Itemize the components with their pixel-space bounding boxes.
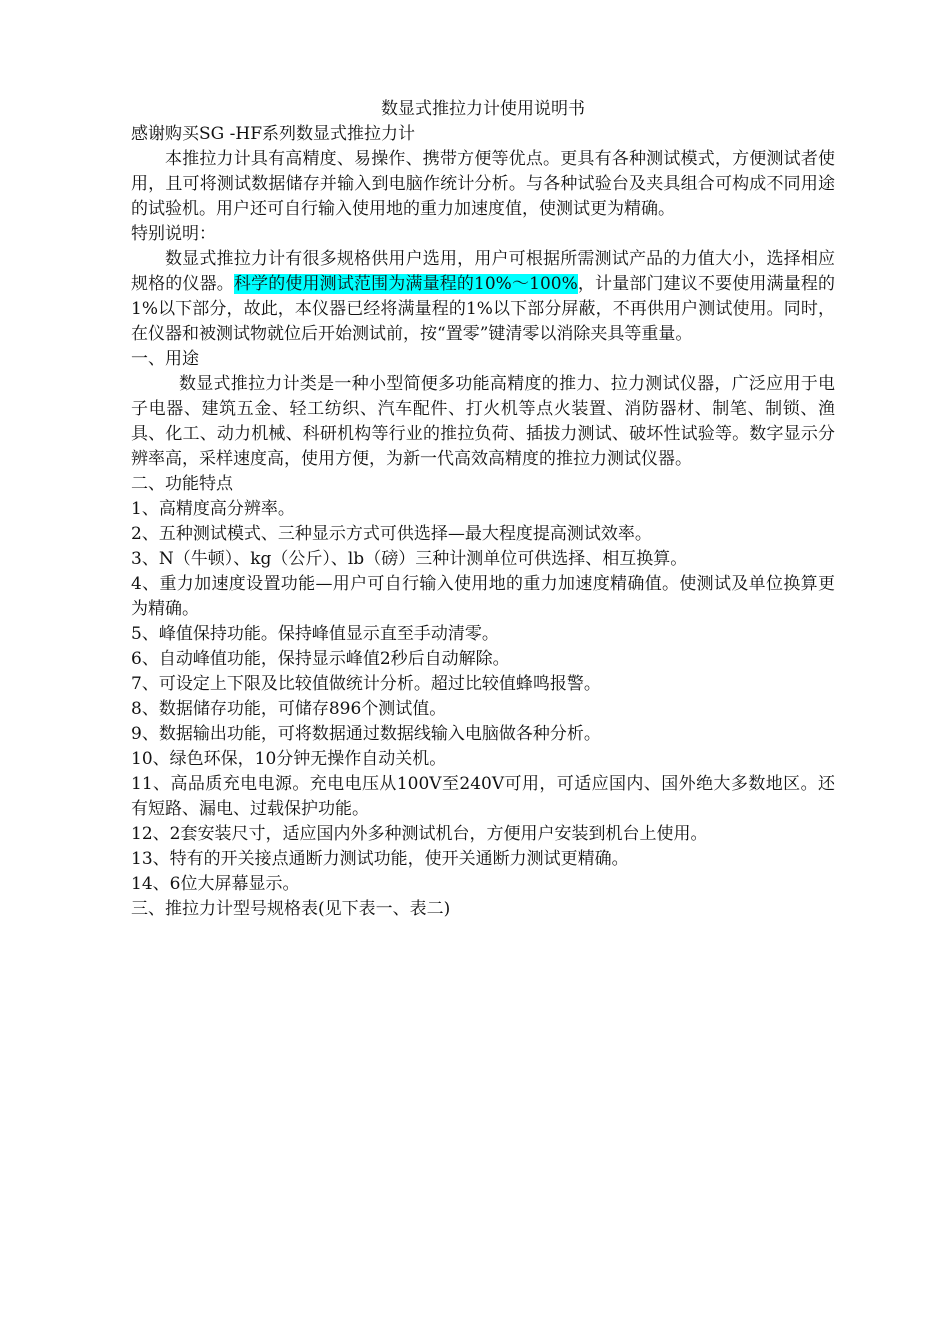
feature-item: 10、绿色环保，10分钟无操作自动关机。 xyxy=(131,749,447,769)
feature-item: 8、数据储存功能，可储存896个测试值。 xyxy=(131,699,447,719)
intro-paragraph: 本推拉力计具有高精度、易操作、携带方便等优点。更具有各种测试模式，方便测试者使用，且可将测试数据储存并输入到电脑作统计分析。与各种试验台及夹具组合可构成不同用途的试验机。用户还可自行输入使用地的重力加速度值，使测试更为精确。 xyxy=(131,149,835,219)
feature-item: 5、峰值保持功能。保持峰值显示直至手动清零。 xyxy=(131,624,499,644)
section1-body: 数显式推拉力计类是一种小型简便多功能高精度的推力、拉力测试仪器，广泛应用于电子电器、建筑五金、轻工纺织、汽车配件、打火机等点火装置、消防器材、制笔、制锁、渔具、化工、动力机械、科研机构等行业的推拉负荷、插拔力测试、破坏性试验等。数字显示分辨率高，采样速度高，使用方便，为新一代高效高精度的推拉力测试仪器。 xyxy=(131,374,835,469)
feature-item: 3、N（牛顿）、kg（公斤）、lb（磅）三种计测单位可供选择、相互换算。 xyxy=(131,549,688,569)
section2-heading: 二、功能特点 xyxy=(131,474,233,494)
special-paragraph xyxy=(131,247,835,347)
thanks-line: 感谢购买SG -HF系列数显式推拉力计 xyxy=(131,124,415,144)
special-text-part1: 数显式推拉力计有很多规格供用户选用，用户可根据所需测试产品的力值大小，选择相应规格的仪器。 xyxy=(131,249,835,294)
highlighted-text: 科学的使用测试范围为满量程的10%～100% xyxy=(233,274,578,294)
special-heading: 特别说明： xyxy=(131,224,216,244)
feature-item: 12、2套安装尺寸，适应国内外多种测试机台，方便用户安装到机台上使用。 xyxy=(131,824,708,844)
feature-item: 4、重力加速度设置功能—用户可自行输入使用地的重力加速度精确值。使测试及单位换算更为精确。 xyxy=(131,574,835,619)
feature-item: 6、自动峰值功能，保持显示峰值2秒后自动解除。 xyxy=(131,649,510,669)
document-title: 数显式推拉力计使用说明书 xyxy=(381,99,585,119)
feature-item: 14、6位大屏幕显示。 xyxy=(131,874,300,894)
document-page xyxy=(131,96,835,922)
feature-item: 9、数据输出功能，可将数据通过数据线输入电脑做各种分析。 xyxy=(131,724,601,744)
feature-item: 7、可设定上下限及比较值做统计分析。超过比较值蜂鸣报警。 xyxy=(131,674,601,694)
section1-heading: 一、用途 xyxy=(131,349,199,369)
special-text-part2: ，计量部门建议不要使用满量程的1%以下部分，故此，本仪器已经将满量程的1%以下部分屏蔽，不再供用户测试使用。同时，在仪器和被测试物就位后开始测试前，按“置零”键清零以消除夹具等重量。 xyxy=(131,274,836,344)
feature-item: 11、高品质充电电源。充电电压从100V至240V可用，可适应国内、国外绝大多数地区。还有短路、漏电、过载保护功能。 xyxy=(131,774,835,819)
feature-item: 2、五种测试模式、三种显示方式可供选择—最大程度提高测试效率。 xyxy=(131,524,652,544)
feature-item: 13、特有的开关接点通断力测试功能，使开关通断力测试更精确。 xyxy=(131,849,629,869)
feature-item: 1、高精度高分辨率。 xyxy=(131,499,295,519)
section3-heading: 三、推拉力计型号规格表(见下表一、表二) xyxy=(131,899,451,919)
